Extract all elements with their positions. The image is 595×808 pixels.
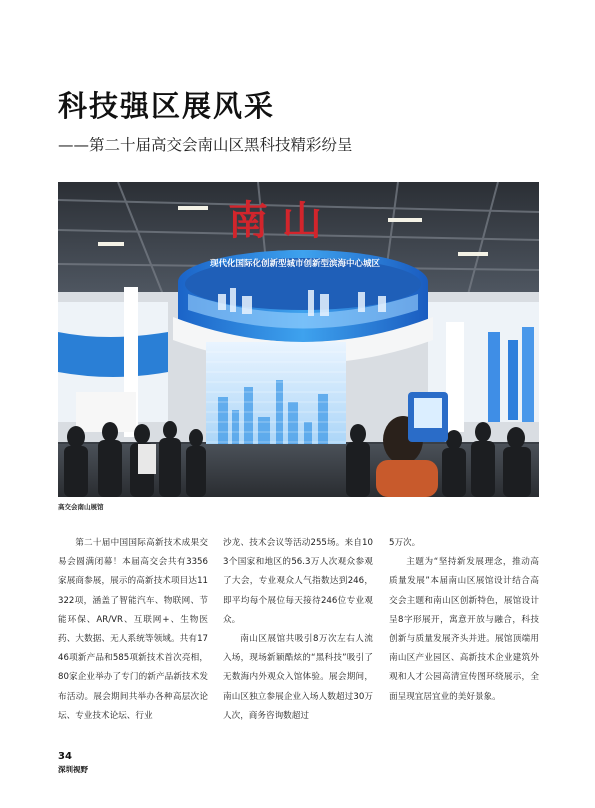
page-number: 34 [58, 751, 72, 762]
paragraph: 第二十届中国国际高新技术成果交易会圆满闭幕！本届高交会共有3356家展商参展，展示的高新技术项目达11322项，涵盖了智能汽车、物联网、节能环保、AR/VR、互联网+、生物医药、大数据、无人系统等领域。共有1746项新产品和585项新技术首次亮相，80家企业举办了专门的新产品新技术发布活动。展会期间共举办各种高层次论坛、专业技术论坛、行业 [58, 538, 208, 721]
article-title: 科技强区展风采 [58, 89, 276, 123]
ring-banner-text: 现代化国际化创新型城市创新型滨海中心城区 [210, 259, 381, 269]
paragraph: 主题为“坚持新发展理念，推动高质量发展”本届南山区展馆设计结合高交会主题和南山区创新特色，展馆设计呈8字形展开，寓意开放与融合，科技创新与质量发展齐头并进。展馆顶端用南山区产业园区、高新技术企业建筑外观和人才公园高清宣传图环绕展示，全面呈现宜居宜业的美好景象。 [389, 557, 539, 702]
photo-caption: 高交会南山展馆 [58, 503, 104, 511]
nanshan-sign: 南 山 [228, 197, 322, 244]
body-column-1 [58, 534, 208, 726]
body-column-3 [389, 534, 539, 707]
body-column-2 [223, 534, 373, 726]
paragraph: 5万次。 [389, 538, 421, 548]
magazine-name: 深圳视野 [58, 765, 88, 774]
paragraph: 沙龙、技术会议等活动255场。来自103个国家和地区的56.3万人次观众参观了大会，专业观众人气指数达到246，即平均每个展位每天接待246位专业观众。 [223, 538, 373, 625]
article-subtitle: ——第二十届高交会南山区黑科技精彩纷呈 [58, 136, 353, 154]
paragraph: 南山区展馆共吸引8万次左右人流入场，现场新颖酷炫的“黑科技”吸引了无数海内外观众入馆体验。展会期间，南山区独立参展企业入场人数超过30万人次，商务咨询数超过 [223, 634, 373, 721]
exhibition-photo [58, 182, 539, 497]
